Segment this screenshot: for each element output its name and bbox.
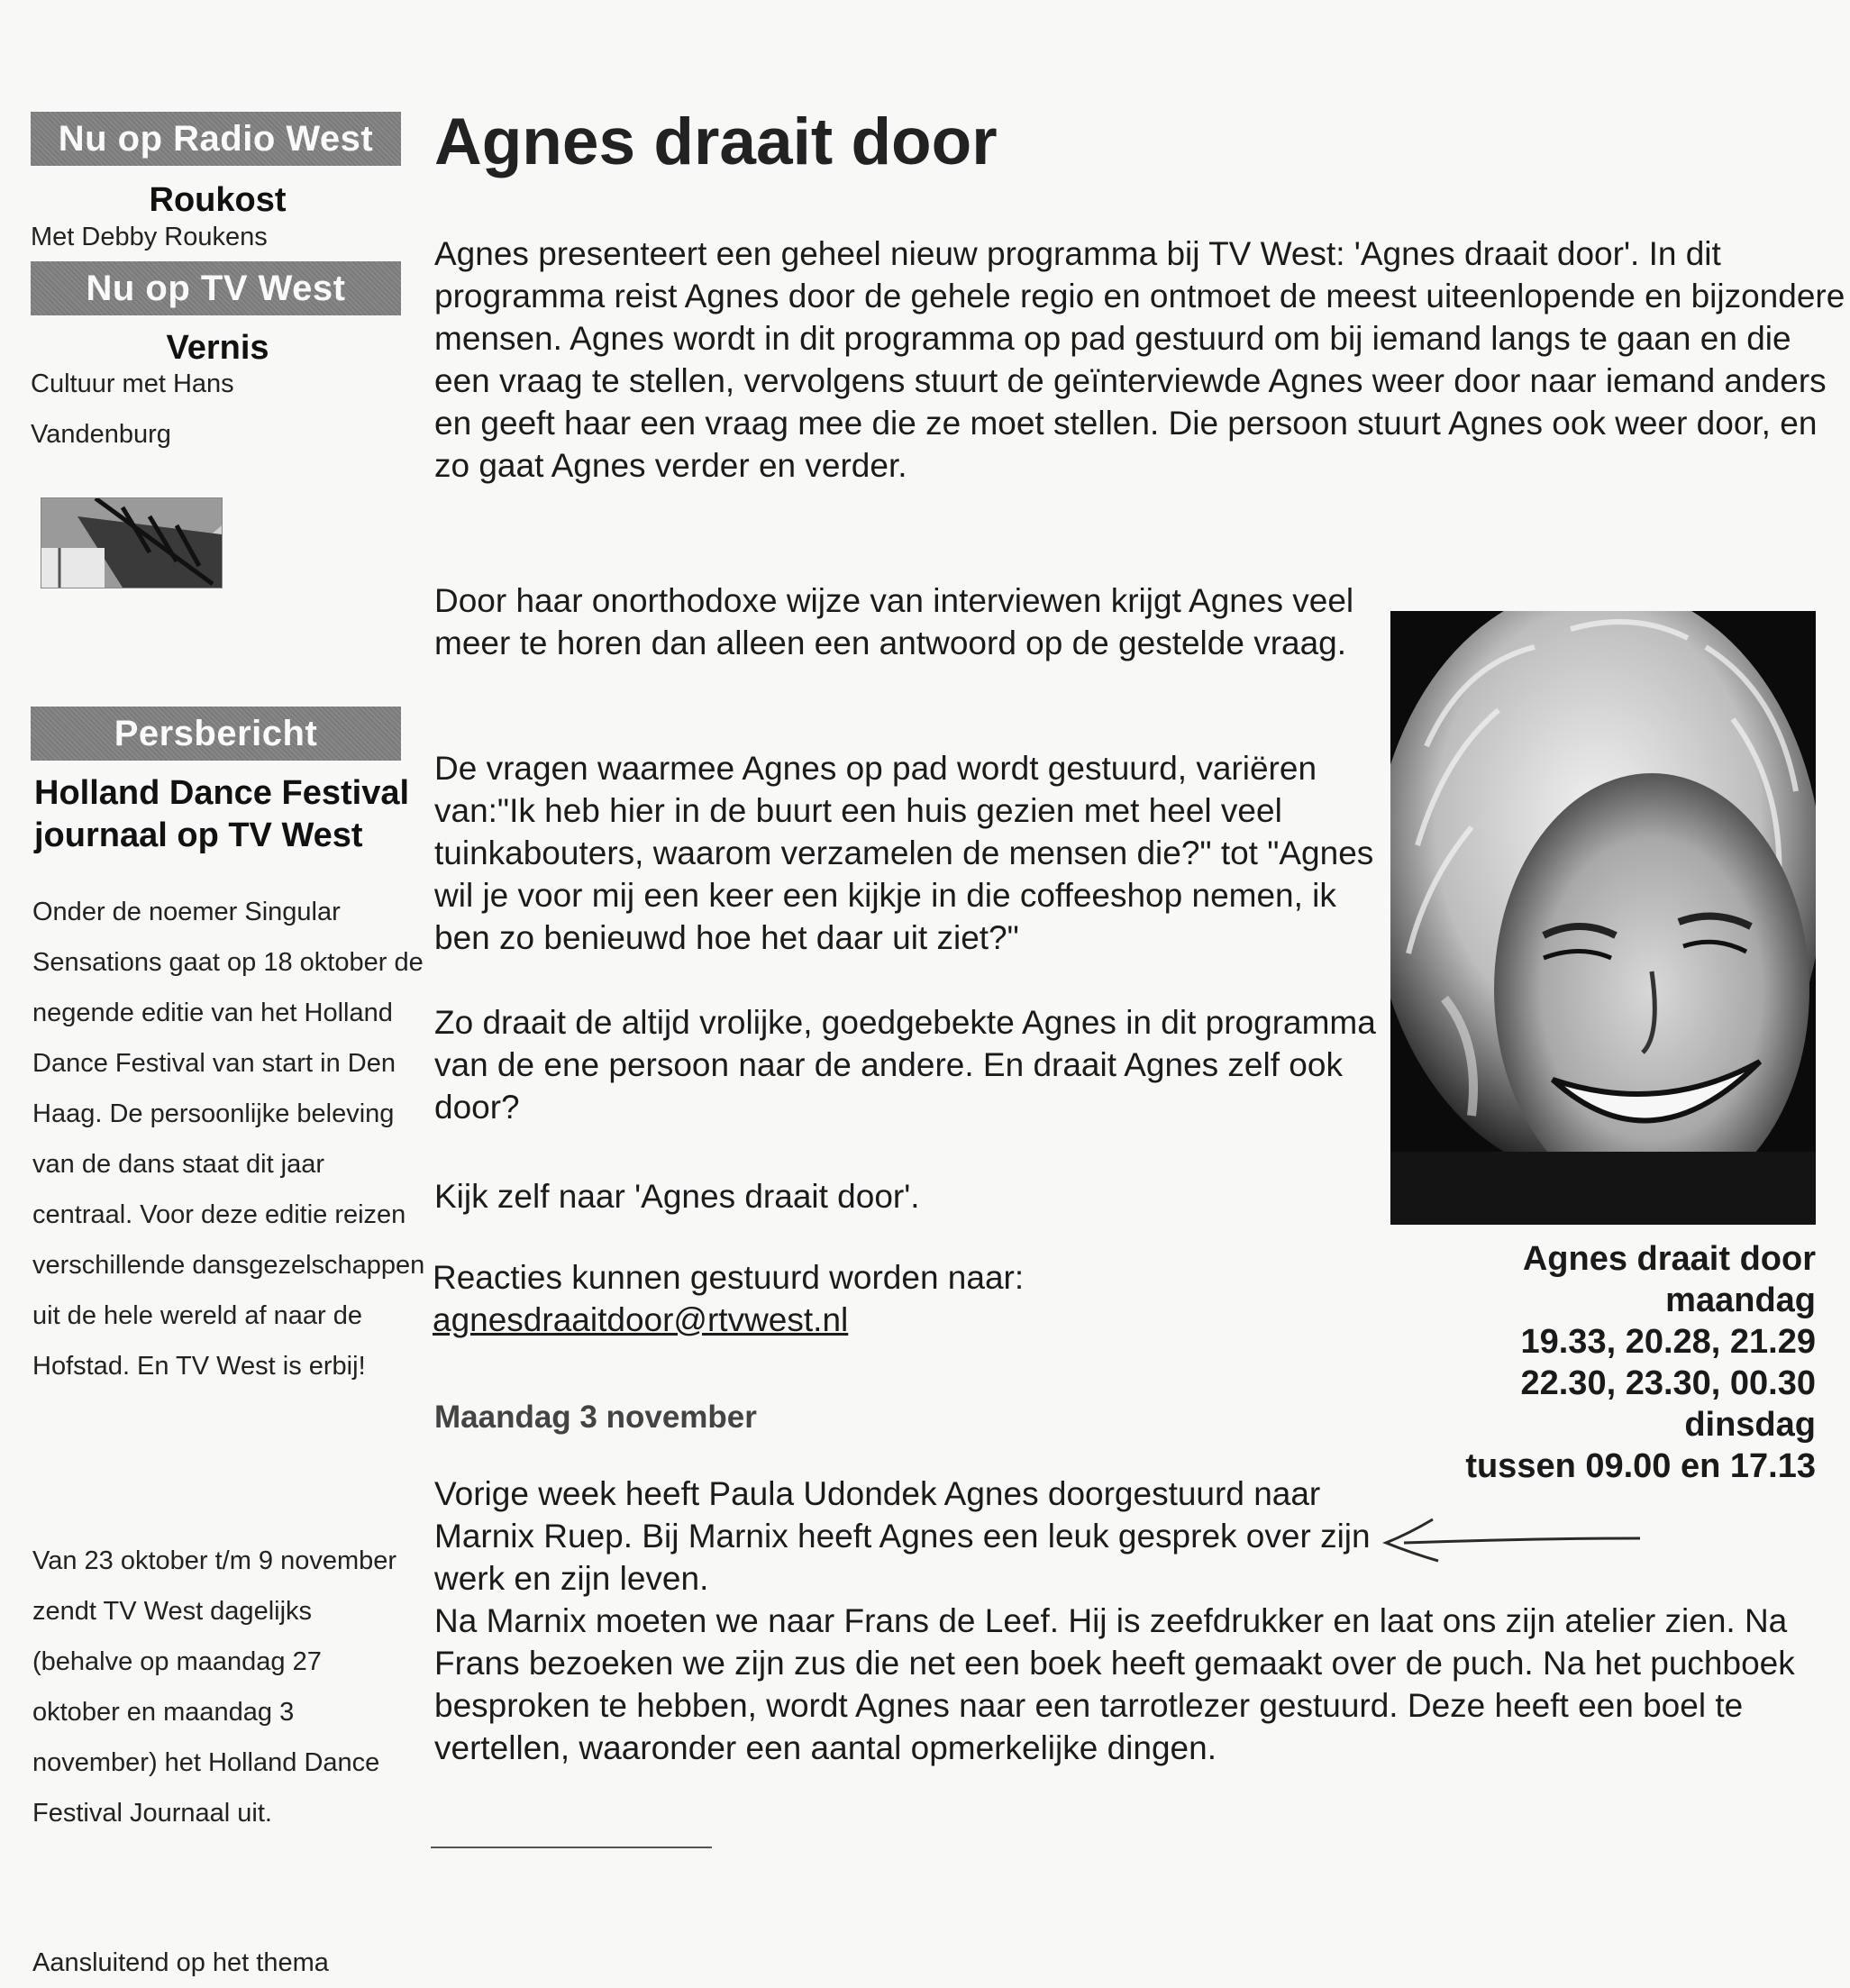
article-paragraph-3: De vragen waarmee Agnes op pad wordt gestuurd, variëren van:"Ik heb hier in de buurt een huis gezien met heel veel tuinkabouters, waarom verzamelen de mensen die?" tot "Agnes wil je voor mij een keer een kijkje in die coffeeshop nemen, ik ben zo benieuwd hoe het daar uit ziet?" <box>434 750 1374 956</box>
article-paragraph-2: Door haar onorthodoxe wijze van interviewen krijgt Agnes veel meer te horen dan alleen een antwoord op de gestelde vraag. <box>434 582 1354 661</box>
tv-show-thumbnail[interactable] <box>41 497 223 588</box>
press-release-paragraph-2: Van 23 oktober t/m 9 november zendt TV West dagelijks (behalve op maandag 27 oktober en maandag 3 november) het Holland Dance Festival Journaal uit. <box>32 1546 397 1828</box>
article-paragraph-4: Zo draait de altijd vrolijke, goedgebekte Agnes in dit programma van de ene persoon naar de andere. En draait Agnes zelf ook door? <box>434 1004 1376 1126</box>
press-release-paragraph-1: Onder de noemer Singular Sensations gaat op 18 oktober de negende editie van het Holland Dance Festival van start in Den Haag. De persoonlijke beleving van de dans staat dit jaar centraal. Voor deze editie reizen verschillende dansgezelschappen uit de hele wereld af naar de Hofstad. En TV West is erbij! <box>32 898 425 1381</box>
tv-show-title[interactable]: Vernis <box>166 329 269 367</box>
press-release-header: Persbericht <box>31 707 401 761</box>
schedule-times-3: tussen 09.00 en 17.13 <box>1465 1447 1816 1485</box>
article-headline: Agnes draait door <box>434 105 998 178</box>
presenter-photo <box>1390 611 1816 1225</box>
press-release-paragraph-3: Aansluitend op het thema <box>32 1948 329 1977</box>
tv-show-desc-line2: Vandenburg <box>31 420 171 449</box>
footer-divider <box>431 1847 712 1848</box>
hand-drawn-arrow-icon <box>1377 1514 1647 1573</box>
radio-show-host: Met Debby Roukens <box>31 223 268 251</box>
reactions-text: Reacties kunnen gestuurd worden naar: <box>433 1259 1025 1296</box>
article-paragraph-6: Vorige week heeft Paula Udondek Agnes doorgestuurd naar Marnix Ruep. Bij Marnix heeft Agnes een leuk gesprek over zijn werk en zijn leven. <box>434 1475 1371 1597</box>
broadcast-schedule <box>1352 1238 1816 1487</box>
schedule-day-monday: maandag <box>1665 1281 1816 1319</box>
press-release-title[interactable]: Holland Dance Festival journaal op TV West <box>34 774 410 854</box>
schedule-day-tuesday: dinsdag <box>1684 1406 1816 1444</box>
schedule-times-2: 22.30, 23.30, 00.30 <box>1520 1364 1816 1402</box>
article-paragraph-5: Kijk zelf naar 'Agnes draait door'. <box>434 1178 920 1215</box>
schedule-times-1: 19.33, 20.28, 21.29 <box>1520 1323 1816 1361</box>
article-intro: Agnes presenteert een geheel nieuw programma bij TV West: 'Agnes draait door'. In dit programma reist Agnes door de gehele regio en ontmoet de meest uiteenlopende en bijzondere mensen. Agnes wordt in dit programma op pad gestuurd om bij iemand langs te gaan en die een vraag te stellen, vervolgens stuurt de geïnterviewde Agnes weer door naar iemand anders en geeft haar een vraag mee die ze moet stellen. Die persoon stuurt Agnes ook weer door, en zo gaat Agnes verder en verder. <box>434 235 1845 484</box>
email-link[interactable]: agnesdraaitdoor@rtvwest.nl <box>433 1301 849 1338</box>
article-paragraph-7: Na Marnix moeten we naar Frans de Leef. Hij is zeefdrukker en laat ons zijn atelier zien. Na Frans bezoeken we zijn zus die net een boek heeft gemaakt over de puch. Na het puchboek besproken te hebben, wordt Agnes naar een tarrotlezer gestuurd. Deze heeft een boel te vertellen, waaronder een aantal opmerkelijke dingen. <box>434 1602 1795 1766</box>
schedule-title: Agnes draait door <box>1522 1240 1816 1278</box>
tv-west-header: Nu op TV West <box>31 261 401 315</box>
section-heading: Maandag 3 november <box>434 1400 757 1435</box>
radio-west-header: Nu op Radio West <box>31 112 401 166</box>
tv-show-desc-line1: Cultuur met Hans <box>31 369 234 398</box>
radio-show-title[interactable]: Roukost <box>149 181 287 219</box>
